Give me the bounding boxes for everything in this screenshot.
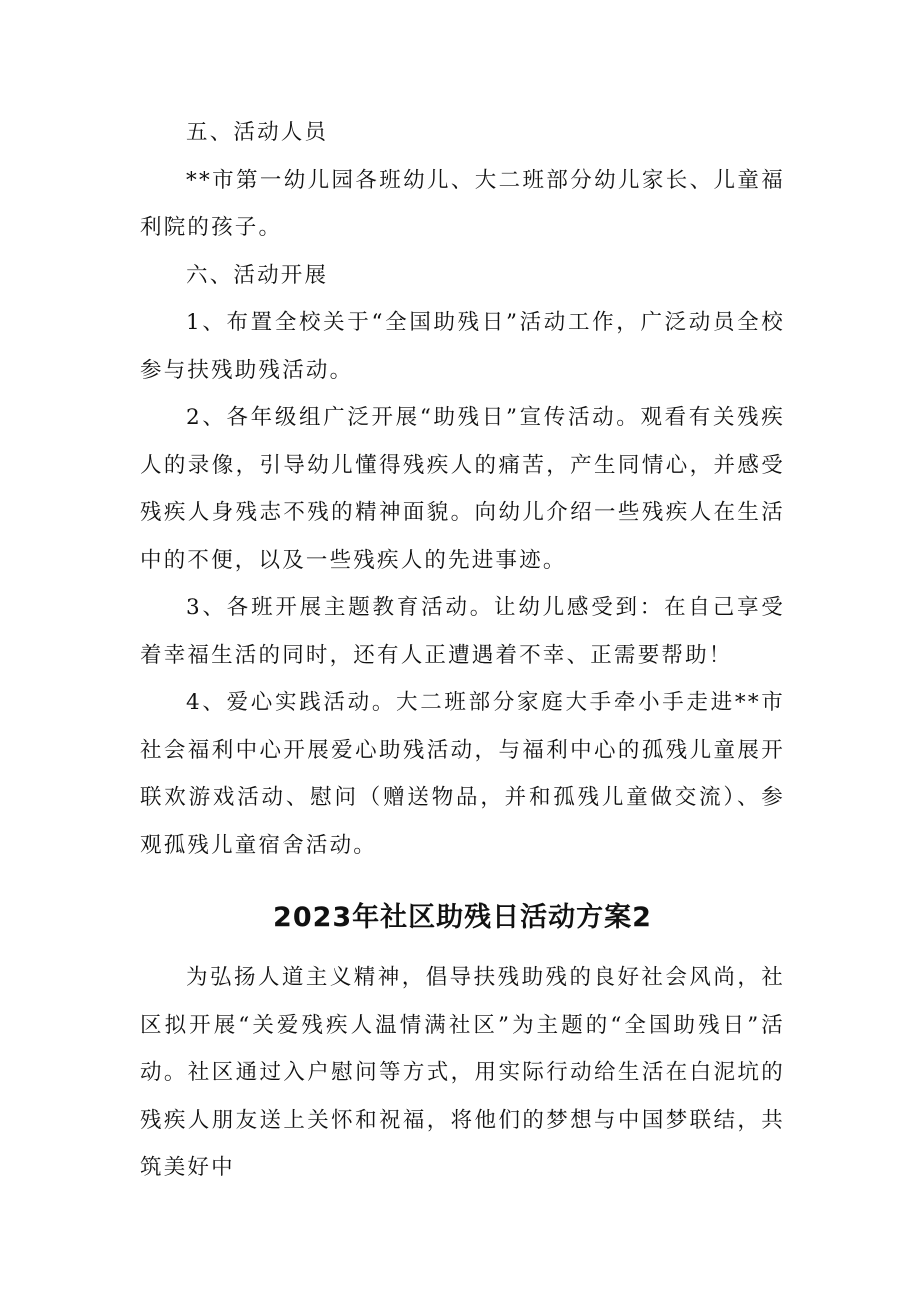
document-title: 2023年社区助残日活动方案2 [273, 902, 652, 933]
paragraph-activity-4: 4、爱心实践活动。大二班部分家庭大手牵小手走进**市社会福利中心开展爱心助残活动，与福利中心的孤残儿童展开联欢游戏活动、慰问（赠送物品，并和孤残儿童做交流）、参观孤残儿童宿舍活动。 [140, 690, 785, 858]
section-heading-personnel: 五、活动人员 [186, 120, 329, 145]
paragraph-activity-3: 3、各班开展主题教育活动。让幼儿感受到：在自己享受着幸福生活的同时，还有人正遭遇着不幸、正需要帮助！ [140, 595, 785, 668]
paragraph-personnel: **市第一幼儿园各班幼儿、大二班部分幼儿家长、儿童福利院的孩子。 [140, 167, 785, 240]
section-heading-activities: 六、活动开展 [186, 262, 329, 288]
paragraph-activity-2: 2、各年级组广泛开展“助残日”宣传活动。观看有关残疾人的录像，引导幼儿懂得残疾人的痛苦，产生同情心，并感受残疾人身残志不残的精神面貌。向幼儿介绍一些残疾人在生活中的不便，以及一些残疾人的先进事迹。 [140, 405, 785, 573]
paragraph-intro: 为弘扬人道主义精神，倡导扶残助残的良好社会风尚，社区拟开展“关爱残疾人温情满社区”为主题的“全国助残日”活动。社区通过入户慰问等方式，用实际行动给生活在白泥坑的残疾人朋友送上关怀和祝福，将他们的梦想与中国梦联结，共筑美好中 [140, 965, 785, 1180]
document-body [140, 109, 785, 1192]
paragraph-activity-1: 1、布置全校关于“全国助残日”活动工作，广泛动员全校参与扶残助残活动。 [140, 310, 785, 383]
